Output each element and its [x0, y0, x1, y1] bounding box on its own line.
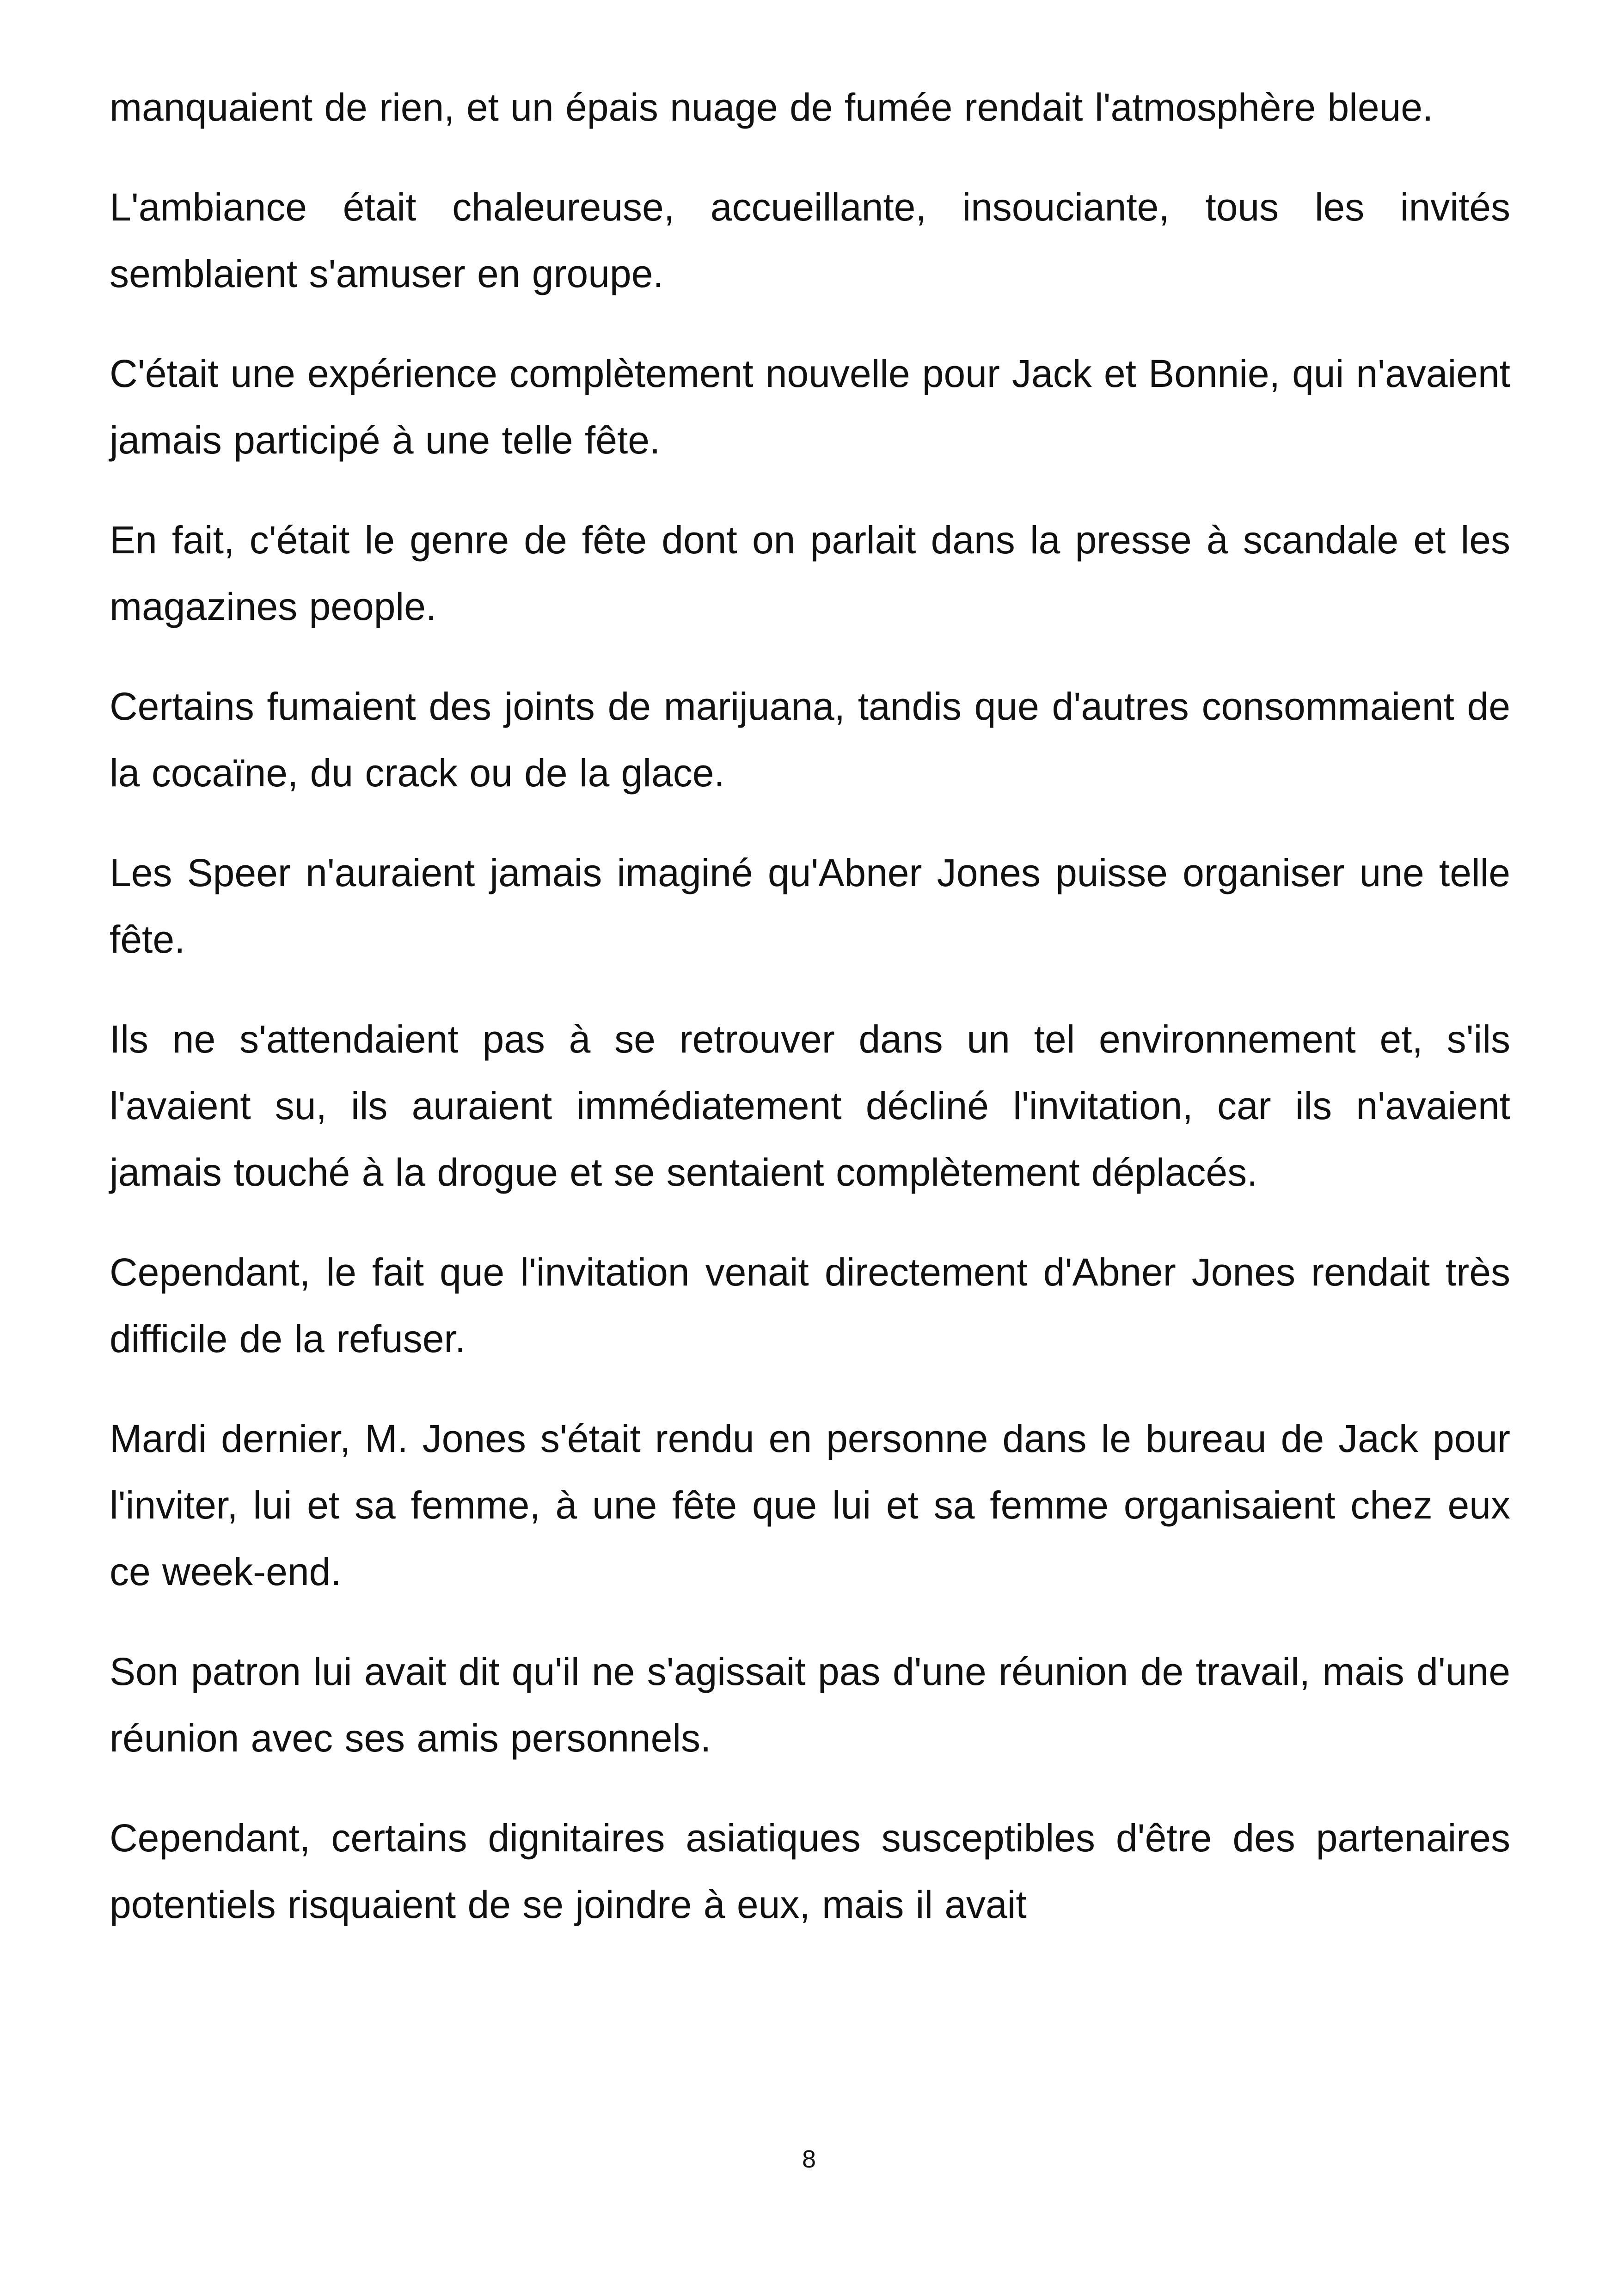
- paragraph: Cependant, le fait que l'invitation venait directement d'Abner Jones rendait très difficile de la refuser.: [110, 1250, 1510, 1360]
- page-number: 8: [802, 2145, 816, 2173]
- paragraph: L'ambiance était chaleureuse, accueillante, insouciante, tous les invités semblaient s'amuser en groupe.: [110, 185, 1510, 295]
- paragraph: Les Speer n'auraient jamais imaginé qu'Abner Jones puisse organiser une telle fête.: [110, 851, 1510, 961]
- paragraph: C'était une expérience complètement nouvelle pour Jack et Bonnie, qui n'avaient jamais participé à une telle fête.: [110, 352, 1510, 462]
- text-body: [110, 74, 1510, 1971]
- paragraph: En fait, c'était le genre de fête dont on parlait dans la presse à scandale et les magazines people.: [110, 518, 1510, 628]
- paragraph: Certains fumaient des joints de marijuana, tandis que d'autres consommaient de la cocaïne, du crack ou de la glace.: [110, 685, 1510, 795]
- paragraph: Ils ne s'attendaient pas à se retrouver dans un tel environnement et, s'ils l'avaient su, ils auraient immédiatement décliné l'invitation, car ils n'avaient jamais touché à la drogue et se sentaient complètement déplacés.: [110, 1017, 1510, 1194]
- paragraph: Cependant, certains dignitaires asiatiques susceptibles d'être des partenaires potentiels risquaient de se joindre à eux, mais il avait: [110, 1816, 1510, 1926]
- paragraph: Son patron lui avait dit qu'il ne s'agissait pas d'une réunion de travail, mais d'une réunion avec ses amis personnels.: [110, 1650, 1510, 1760]
- paragraph: Mardi dernier, M. Jones s'était rendu en personne dans le bureau de Jack pour l'inviter, lui et sa femme, à une fête que lui et sa femme organisaient chez eux ce week-end.: [110, 1417, 1510, 1593]
- paragraph: manquaient de rien, et un épais nuage de fumée rendait l'atmosphère bleue.: [110, 86, 1434, 129]
